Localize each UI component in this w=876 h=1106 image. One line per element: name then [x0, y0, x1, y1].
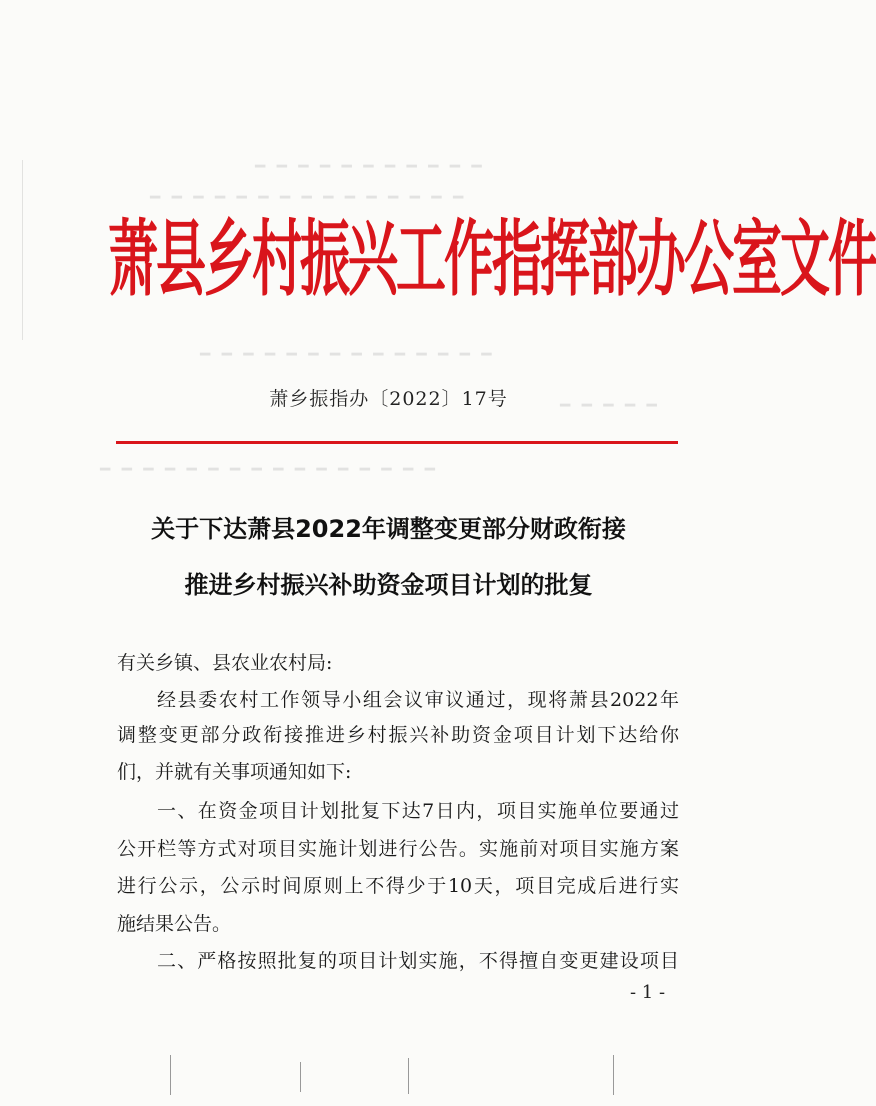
- page-number: - 1 -: [630, 982, 666, 1003]
- body-line: 施结果公告。: [117, 913, 232, 935]
- bleed-through-mark: ━ ━ ━ ━ ━ ━ ━ ━ ━ ━ ━: [255, 157, 485, 177]
- scan-edge-mark: [22, 160, 23, 340]
- red-divider-rule: [116, 441, 678, 444]
- bleed-through-mark: ━ ━ ━ ━ ━ ━ ━ ━ ━ ━ ━ ━ ━ ━ ━: [150, 188, 467, 208]
- document-header-title: 萧县乡村振兴工作指挥部办公室文件: [108, 211, 876, 308]
- scan-edge-mark: [613, 1055, 614, 1095]
- addressee: 有关乡镇、县农业农村局:: [117, 652, 333, 674]
- bleed-through-mark: ━ ━ ━ ━ ━: [560, 396, 660, 416]
- bleed-through-mark: ━ ━ ━ ━ ━ ━ ━ ━ ━ ━ ━ ━ ━ ━ ━ ━: [100, 460, 438, 480]
- body-line: 们，并就有关事项通知如下:: [117, 761, 352, 783]
- body-line: 二、严格按照批复的项目计划实施，不得擅自变更建设项目: [157, 950, 679, 972]
- document-number: 萧乡振指办〔2022〕17号: [269, 388, 508, 410]
- scan-edge-mark: [300, 1062, 301, 1092]
- body-line: 调整变更部分政衔接推进乡村振兴补助资金项目计划下达给你: [117, 724, 679, 746]
- scan-edge-mark: [408, 1058, 409, 1094]
- body-line: 进行公示，公示时间原则上不得少于10天，项目完成后进行实: [117, 875, 679, 897]
- scan-edge-mark: [170, 1055, 171, 1095]
- body-line: 经县委农村工作领导小组会议审议通过，现将萧县2022年: [157, 689, 679, 711]
- body-line: 一、在资金项目计划批复下达7日内，项目实施单位要通过: [157, 800, 679, 822]
- body-line: 公开栏等方式对项目实施计划进行公告。实施前对项目实施方案: [117, 838, 679, 860]
- bleed-through-mark: ━ ━ ━ ━ ━ ━ ━ ━ ━ ━ ━ ━ ━ ━: [200, 345, 495, 365]
- subject-line-2: 推进乡村振兴补助资金项目计划的批复: [184, 571, 593, 599]
- subject-line-1: 关于下达萧县2022年调整变更部分财政衔接: [151, 515, 626, 543]
